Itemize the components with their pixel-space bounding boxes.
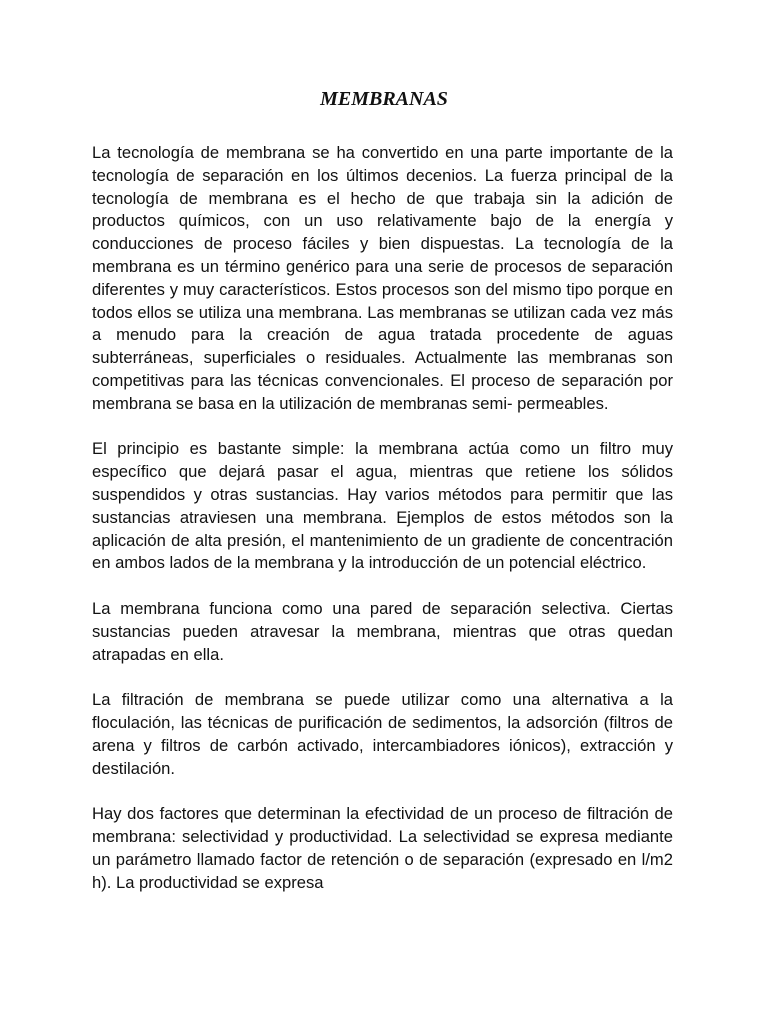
paragraph-3: La membrana funciona como una pared de separación selectiva. Ciertas sustancias pueden atravesar la membrana, mientras que otras quedan atrapadas en ella. (92, 598, 673, 664)
paragraph-1: La tecnología de membrana se ha convertido en una parte importante de la tecnología de separación en los últimos decenios. La fuerza principal de la tecnología de membrana es el hecho de que trabaja sin la adición de productos químicos, con un uso relativamente bajo de la energía y conducciones de proceso fáciles y bien dispuestas. La tecnología de la membrana es un término genérico para una serie de procesos de separación diferentes y muy característicos. Estos procesos son del mismo tipo porque en todos ellos se utiliza una membrana. Las membranas se utilizan cada vez más a menudo para la creación de agua tratada procedente de aguas subterráneas, superficiales o residuales. Actualmente las membranas son competitivas para las técnicas convencionales. El proceso de separación por membrana se basa en la utilización de membranas semi- permeables. (92, 143, 673, 413)
paragraph-4: La filtración de membrana se puede utilizar como una alternativa a la floculación, las técnicas de purificación de sedimentos, la adsorción (filtros de arena y filtros de carbón activado, intercambiadores iónicos), extracción y destilación. (92, 690, 673, 778)
paragraph-5: Hay dos factores que determinan la efectividad de un proceso de filtración de membrana: selectividad y productividad. La selectividad se expresa mediante un parámetro llamado factor de retención o de separación (expresado en l/m2 h). La productividad se expresa (92, 804, 673, 892)
document-body (92, 142, 673, 894)
paragraph-2: El principio es bastante simple: la membrana actúa como un filtro muy específico que dejará pasar el agua, mientras que retiene los sólidos suspendidos y otras sustancias. Hay varios métodos para permitir que las sustancias atraviesen una membrana. Ejemplos de estos métodos son la aplicación de alta presión, el mantenimiento de un gradiente de concentración en ambos lados de la membrana y la introducción de un potencial eléctrico. (92, 439, 673, 573)
document-title: MEMBRANAS (320, 88, 448, 110)
